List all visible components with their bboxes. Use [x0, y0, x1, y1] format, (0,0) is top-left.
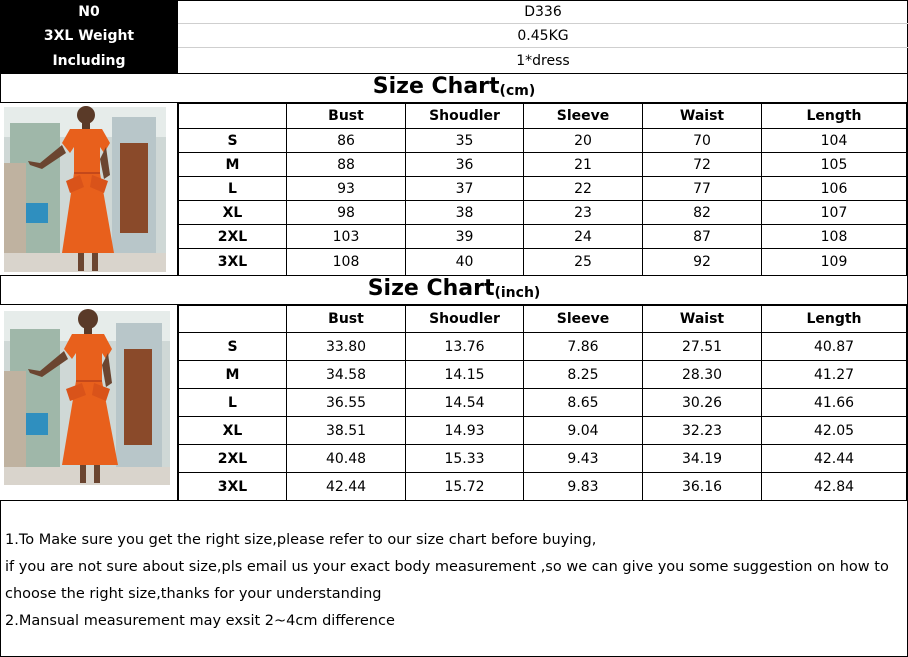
table-row [179, 177, 907, 201]
note-line: 2.Mansual measurement may exsit 2~4cm difference [5, 613, 395, 629]
value-cell: 14.54 [406, 389, 524, 417]
size-cell: M [179, 361, 287, 389]
value-cell: 93 [287, 177, 406, 201]
value-cell: 35 [406, 129, 524, 153]
value-cell: 72 [643, 153, 762, 177]
value-cell: 108 [762, 225, 907, 249]
value-cell: 36 [406, 153, 524, 177]
value-cell: 34.58 [287, 361, 406, 389]
header-cell: Waist [643, 306, 762, 333]
table-row [179, 249, 907, 276]
value-cell: 38 [406, 201, 524, 225]
value-cell: 9.04 [524, 417, 643, 445]
value-cell: 37 [406, 177, 524, 201]
value-cell: 15.72 [406, 473, 524, 501]
value-cell: 13.76 [406, 333, 524, 361]
size-cell: XL [179, 417, 287, 445]
value-cell: 40.87 [762, 333, 907, 361]
size-cell: XL [179, 201, 287, 225]
value-cell: 20 [524, 129, 643, 153]
product-info [0, 0, 908, 73]
header-cell: Waist [643, 104, 762, 129]
table-row [179, 389, 907, 417]
note-line: if you are not sure about size,pls email us your exact body measurement ,so we can give you some suggestion on how to [5, 559, 889, 575]
size-cell: L [179, 177, 287, 201]
header-cell: Length [762, 306, 907, 333]
size-chart-inch-section [0, 305, 908, 500]
value-cell: 40 [406, 249, 524, 276]
value-cell: 36.55 [287, 389, 406, 417]
table-row [179, 225, 907, 249]
value-cell: 15.33 [406, 445, 524, 473]
value-cell: 107 [762, 201, 907, 225]
size-cell: 2XL [179, 225, 287, 249]
chart-title-cm [0, 73, 908, 103]
value-cell: 41.27 [762, 361, 907, 389]
info-label: N0 [0, 0, 178, 24]
value-cell: 21 [524, 153, 643, 177]
value-cell: 98 [287, 201, 406, 225]
info-value: 1*dress [516, 52, 570, 69]
info-value: D336 [178, 0, 908, 24]
header-cell: Bust [287, 306, 406, 333]
value-cell: 77 [643, 177, 762, 201]
value-cell: 104 [762, 129, 907, 153]
table-row [179, 361, 907, 389]
value-cell: 8.65 [524, 389, 643, 417]
value-cell: 14.93 [406, 417, 524, 445]
header-cell: Bust [287, 104, 406, 129]
value-cell: 7.86 [524, 333, 643, 361]
header-cell: Sleeve [524, 306, 643, 333]
info-row-weight [0, 24, 908, 48]
value-cell: 24 [524, 225, 643, 249]
size-chart-cm-table [178, 103, 907, 276]
value-cell: 27.51 [643, 333, 762, 361]
value-cell: 42.44 [762, 445, 907, 473]
note-line: choose the right size,thanks for your understanding [5, 586, 382, 602]
info-value: 0.45KG [178, 24, 908, 48]
size-chart-cm-section [0, 103, 908, 276]
value-cell: 38.51 [287, 417, 406, 445]
value-cell: 30.26 [643, 389, 762, 417]
value-cell: 39 [406, 225, 524, 249]
size-notes [0, 500, 908, 657]
value-cell: 109 [762, 249, 907, 276]
table-row [179, 417, 907, 445]
value-cell: 106 [762, 177, 907, 201]
size-cell: 3XL [179, 249, 287, 276]
value-cell: 8.25 [524, 361, 643, 389]
value-cell: 36.16 [643, 473, 762, 501]
table-row [179, 445, 907, 473]
chart-unit: (inch) [494, 285, 541, 301]
value-cell: 23 [524, 201, 643, 225]
note-line: 1.To Make sure you get the right size,please refer to our size chart before buying, [5, 532, 597, 548]
value-cell: 32.23 [643, 417, 762, 445]
header-cell [179, 104, 287, 129]
table-row [179, 201, 907, 225]
table-header-row [179, 104, 907, 129]
chart-title: Size Chart [367, 276, 495, 301]
size-cell: S [179, 129, 287, 153]
size-cell: 3XL [179, 473, 287, 501]
header-cell: Length [762, 104, 907, 129]
dress-model-image [0, 103, 178, 276]
value-cell: 42.44 [287, 473, 406, 501]
dress-photo [0, 305, 178, 500]
size-cell: L [179, 389, 287, 417]
info-row-including [0, 48, 908, 73]
value-cell: 42.05 [762, 417, 907, 445]
size-cell: S [179, 333, 287, 361]
size-cell: 2XL [179, 445, 287, 473]
value-cell: 87 [643, 225, 762, 249]
value-cell: 92 [643, 249, 762, 276]
value-cell: 14.15 [406, 361, 524, 389]
value-cell: 86 [287, 129, 406, 153]
value-cell: 41.66 [762, 389, 907, 417]
header-cell: Shoudler [406, 306, 524, 333]
table-row [179, 153, 907, 177]
value-cell: 105 [762, 153, 907, 177]
value-cell: 88 [287, 153, 406, 177]
info-label: Including [0, 48, 178, 73]
value-cell: 70 [643, 129, 762, 153]
value-cell: 28.30 [643, 361, 762, 389]
value-cell: 82 [643, 201, 762, 225]
table-row [179, 129, 907, 153]
table-row [179, 473, 907, 501]
table-header-row [179, 306, 907, 333]
value-cell: 40.48 [287, 445, 406, 473]
value-cell: 103 [287, 225, 406, 249]
info-row-number [0, 0, 908, 24]
header-cell: Shoudler [406, 104, 524, 129]
table-row [179, 333, 907, 361]
dress-photo [0, 103, 178, 276]
value-cell: 25 [524, 249, 643, 276]
chart-title-inch [0, 275, 908, 305]
info-label: 3XL Weight [0, 24, 178, 48]
value-cell: 42.84 [762, 473, 907, 501]
chart-title: Size Chart [372, 74, 500, 99]
value-cell: 9.43 [524, 445, 643, 473]
value-cell: 9.83 [524, 473, 643, 501]
dress-model-image [0, 305, 178, 500]
header-cell: Sleeve [524, 104, 643, 129]
size-cell: M [179, 153, 287, 177]
value-cell: 108 [287, 249, 406, 276]
value-cell: 34.19 [643, 445, 762, 473]
size-chart-inch-table [178, 305, 907, 501]
value-cell: 22 [524, 177, 643, 201]
value-cell: 33.80 [287, 333, 406, 361]
header-cell [179, 306, 287, 333]
chart-unit: (cm) [499, 83, 536, 99]
